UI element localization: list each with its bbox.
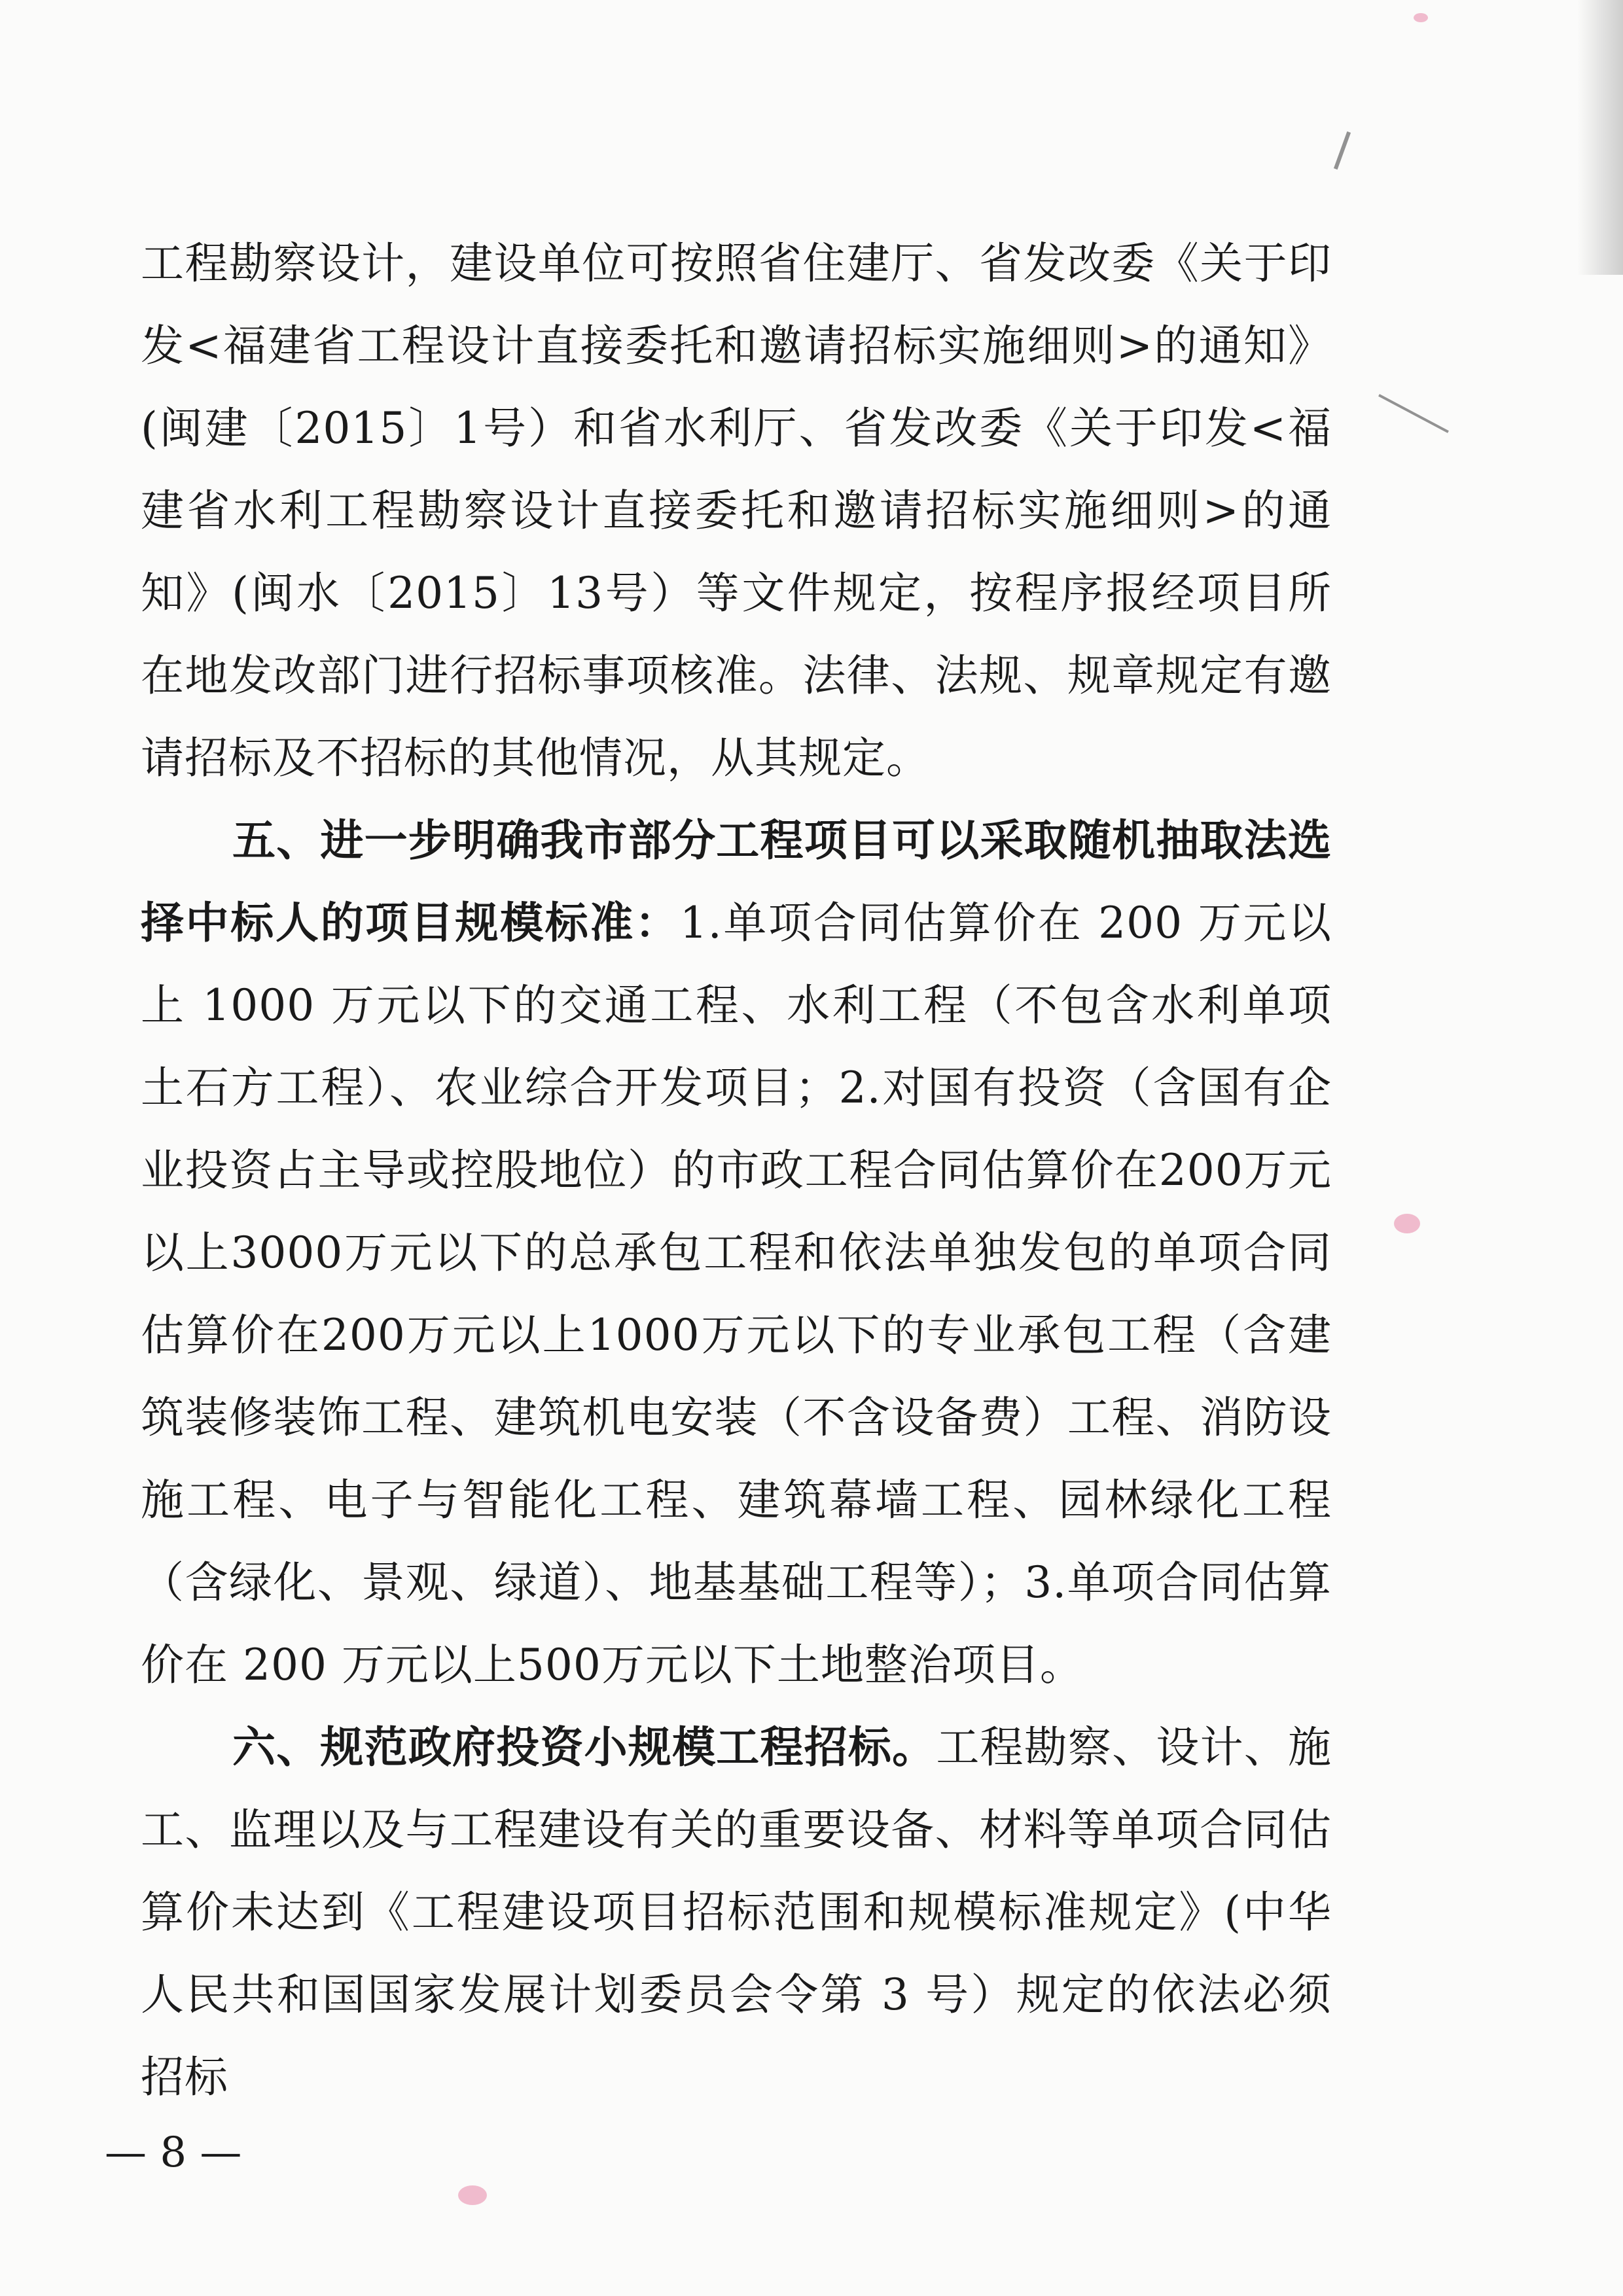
section-heading-six: 六、规范政府投资小规模工程招标。 <box>232 1722 936 1773</box>
ink-stain <box>1394 1214 1420 1233</box>
paragraph-section-six <box>141 1706 1332 2119</box>
paragraph-text: 工程勘察、设计、施工、监理以及与工程建设有关的重要设备、材料等单项合同估算价未达到《工程建设项目招标范围和规模标准规定》(中华人民共和国国家发展计划委员会令第 3 号）规定的依法必须招标 <box>141 1722 1332 2102</box>
paragraph-continuation <box>141 222 1332 800</box>
section-heading-five: 五、进一步明确我市部分工程项目可以采取随机抽取法选择中标人的项目规模标准： <box>141 815 1332 948</box>
page-number: — 8 — <box>105 2128 242 2177</box>
scan-mark <box>1334 132 1351 169</box>
ink-stain <box>1414 13 1428 22</box>
paragraph-text: 工程勘察设计，建设单位可按照省住建厅、省发改委《关于印发<福建省工程设计直接委托和邀请招标实施细则>的通知》(闽建〔2015〕1号）和省水利厅、省发改委《关于印发<福建省水利工程勘察设计直接委托和邀请招标实施细则>的通知》(闽水〔2015〕13号）等文件规定，按程序报经项目所在地发改部门进行招标事项核准。法律、法规、规章规定有邀请招标及不招标的其他情况，从其规定。 <box>141 238 1332 783</box>
document-body <box>141 222 1332 2119</box>
ink-stain <box>458 2185 487 2205</box>
paragraph-section-five <box>141 800 1332 1706</box>
scan-edge-shadow <box>1577 0 1623 275</box>
paragraph-text: 1.单项合同估算价在 200 万元以上 1000 万元以下的交通工程、水利工程（不包含水利单项土石方工程）、农业综合开发项目；2.对国有投资（含国有企业投资占主导或控股地位）的市政工程合同估算价在200万元以上3000万元以下的总承包工程和依法单独发包的单项合同估算价在200万元以上1000万元以下的专业承包工程（含建筑装修装饰工程、建筑机电安装（不含设备费）工程、消防设施工程、电子与智能化工程、建筑幕墙工程、园林绿化工程（含绿化、景观、绿道）、地基基础工程等）；3.单项合同估算价在 200 万元以上500万元以下土地整治项目。 <box>141 898 1332 1690</box>
scan-mark <box>1378 394 1449 433</box>
